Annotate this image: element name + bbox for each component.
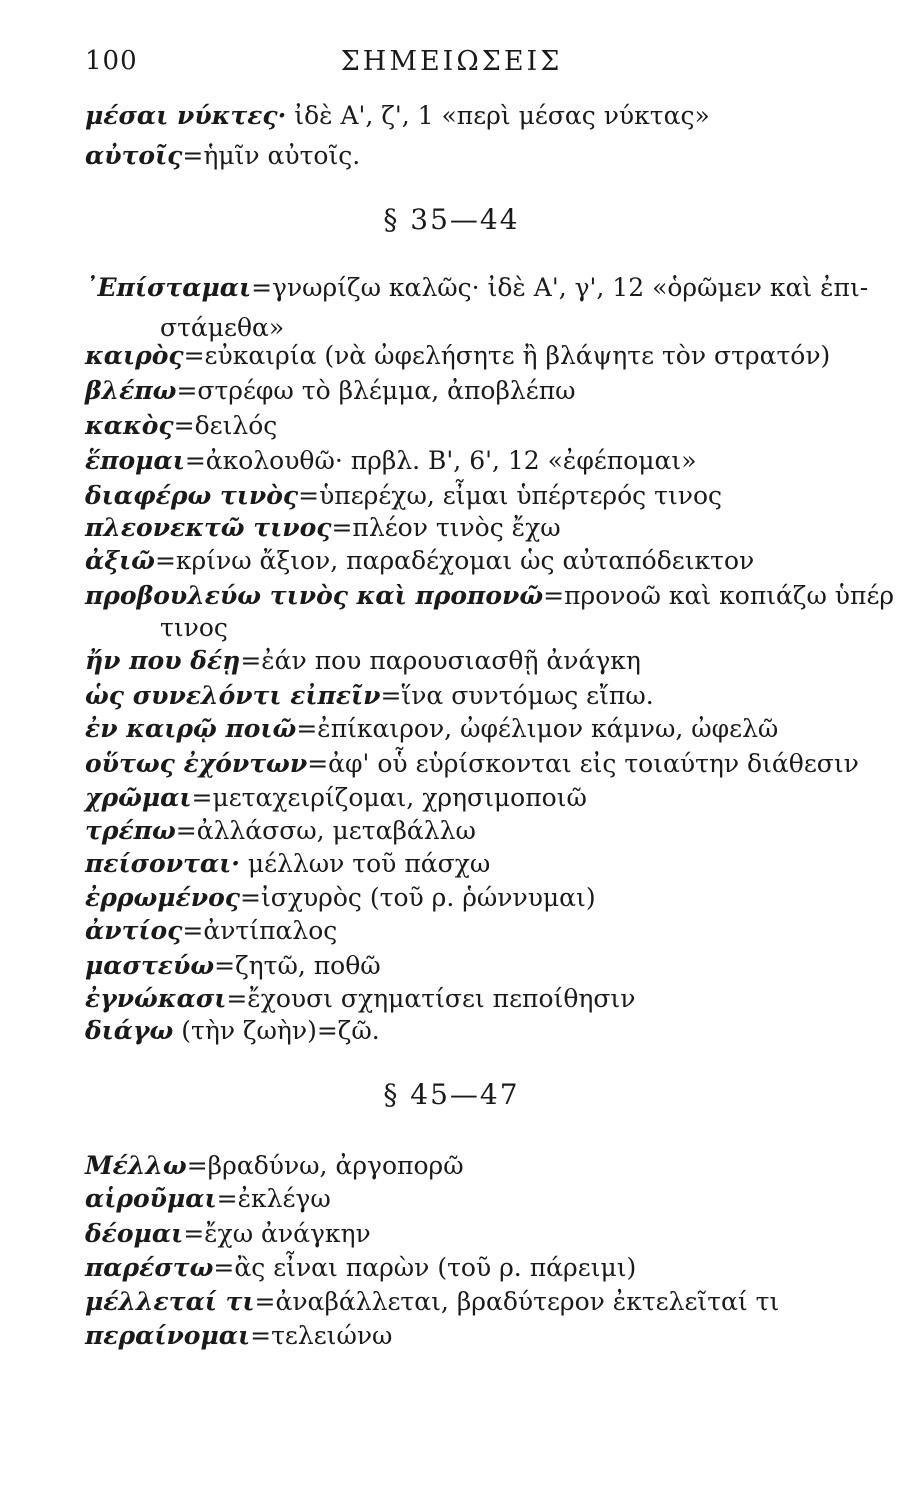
note-gloss: =ἡμῖν αὐτοῖς. xyxy=(182,141,361,170)
note-line xyxy=(85,375,576,407)
note-gloss: =μεταχειρίζομαι, χρησιμοποιῶ xyxy=(191,783,587,812)
note-gloss: =βραδύνω, ἀργοπορῶ xyxy=(186,1151,464,1180)
note-term: ὡς συνελόντι εἰπεῖν xyxy=(85,681,381,710)
note-term: ἀντίος xyxy=(85,916,183,945)
note-line xyxy=(85,1286,779,1318)
page-number: 100 xyxy=(85,46,138,76)
note-gloss: =γνωρίζω καλῶς· ἰδὲ Α', γ', 12 «ὁρῶμεν καὶ ἐπι- xyxy=(251,273,869,302)
note-term: ἐρρωμένος xyxy=(85,883,240,912)
note-gloss: =ἂς εἶναι παρὼν (τοῦ ρ. πάρειμι) xyxy=(213,1253,637,1282)
note-gloss: =ἔχω ἀνάγκην xyxy=(183,1219,371,1248)
note-gloss: ἰδὲ Α', ζ', 1 «περὶ μέσας νύκτας» xyxy=(286,101,710,130)
note-line xyxy=(85,645,641,677)
note-term: κακὸς xyxy=(85,411,174,440)
note-term: ἀξιῶ xyxy=(85,546,155,575)
note-gloss: =στρέφω τὸ βλέμμα, ἀποβλέπω xyxy=(176,376,576,405)
note-term: μέλλεταί τι xyxy=(85,1287,255,1316)
note-line xyxy=(85,480,722,512)
note-term: μαστεύω xyxy=(85,951,215,980)
note-term: δέομαι xyxy=(85,1219,184,1248)
note-line xyxy=(85,983,635,1015)
note-line xyxy=(85,782,587,814)
running-title: ΣΗΜΕΙΩΣΕΙΣ xyxy=(340,46,563,77)
note-gloss: =ὑπερέχω, εἶμαι ὑπέρτερός τινος xyxy=(298,481,723,510)
note-term: Μέλλω xyxy=(85,1151,187,1180)
note-term: τρέπω xyxy=(85,816,176,845)
note-gloss: =ἀναβάλλεται, βραδύτερον ἐκτελεῖταί τι xyxy=(254,1287,780,1316)
note-line xyxy=(85,140,360,172)
note-gloss: =κρίνω ἄξιον, παραδέχομαι ὡς αὐταπόδεικτον xyxy=(154,546,755,575)
note-term: αἱροῦμαι xyxy=(85,1184,217,1213)
note-line xyxy=(85,713,778,745)
note-line xyxy=(85,915,337,947)
note-line xyxy=(85,512,561,544)
note-term: αὐτοῖς xyxy=(85,141,183,170)
note-line xyxy=(85,1150,464,1182)
note-line xyxy=(85,1015,380,1047)
note-line xyxy=(85,815,476,847)
note-term: διαφέρω τινὸς xyxy=(85,481,299,510)
note-gloss: =ἰσχυρὸς (τοῦ ρ. ῥώννυμαι) xyxy=(240,883,596,912)
note-gloss: =προνοῶ καὶ κοπιάζω ὑπέρ xyxy=(543,581,895,610)
note-gloss: =ἐπίκαιρον, ὠφέλιμον κάμνω, ὠφελῶ xyxy=(296,714,779,743)
note-line xyxy=(85,950,381,982)
note-line xyxy=(85,1252,636,1284)
note-line xyxy=(85,882,596,914)
note-line xyxy=(85,1218,371,1250)
note-term: βλέπω xyxy=(85,376,177,405)
page-header xyxy=(0,46,903,86)
note-line xyxy=(85,680,654,712)
note-line xyxy=(85,410,277,442)
note-term: καιρὸς xyxy=(85,341,184,370)
note-term: χρῶμαι xyxy=(85,783,192,812)
note-line xyxy=(85,1320,392,1352)
note-term: πλεονεκτῶ τινος xyxy=(85,513,332,542)
note-line xyxy=(85,748,859,780)
note-term: ἕπομαι xyxy=(85,446,185,475)
section-heading: § 35—44 xyxy=(383,203,520,236)
note-term: ἐν καιρῷ ποιῶ xyxy=(85,714,297,743)
note-line xyxy=(85,272,868,304)
note-term: οὕτως ἐχόντων xyxy=(85,749,308,778)
note-gloss: τινος xyxy=(160,613,228,642)
note-gloss: =ἐκλέγω xyxy=(216,1184,331,1213)
note-line xyxy=(85,580,894,612)
note-gloss: =ἔχουσι σχηματίσει πεποίθησιν xyxy=(226,984,636,1013)
note-gloss: =ἀκολουθῶ· πρβλ. Β', 6', 12 «ἐφέπομαι» xyxy=(184,446,697,475)
note-gloss: =ζητῶ, ποθῶ xyxy=(214,951,381,980)
note-term: ἤν που δέῃ xyxy=(85,646,241,675)
note-term: διάγω xyxy=(85,1016,174,1045)
note-gloss: (τὴν ζωὴν)=ζῶ. xyxy=(173,1016,380,1045)
note-term: περαίνομαι xyxy=(85,1321,251,1350)
note-term: μέσαι νύκτες· xyxy=(85,101,287,130)
note-gloss: =ἀλλάσσω, μεταβάλλω xyxy=(175,816,476,845)
note-gloss: =τελειώνω xyxy=(250,1321,393,1350)
note-line xyxy=(85,340,830,372)
note-gloss: =πλέον τινὸς ἔχω xyxy=(331,513,561,542)
note-line xyxy=(85,1183,331,1215)
note-gloss: =ἀντίπαλος xyxy=(182,916,338,945)
note-gloss: μέλλων τοῦ πάσχω xyxy=(239,849,491,878)
note-line xyxy=(85,445,697,477)
note-term: ᾿Επίσταμαι xyxy=(85,273,252,302)
note-line xyxy=(85,100,710,132)
note-line-continuation xyxy=(160,612,228,644)
note-line xyxy=(85,545,754,577)
note-term: πείσονται· xyxy=(85,849,240,878)
note-term: προβουλεύω τινὸς καὶ προπονῶ xyxy=(85,581,544,610)
note-term: παρέστω xyxy=(85,1253,214,1282)
note-gloss: =εὐκαιρία (νὰ ὠφελήσητε ἢ βλάψητε τὸν στρατόν) xyxy=(183,341,831,370)
note-line xyxy=(85,848,490,880)
note-gloss: =ἵνα συντόμως εἴπω. xyxy=(380,681,654,710)
note-gloss: =δειλός xyxy=(173,411,278,440)
note-term: ἐγνώκασι xyxy=(85,984,227,1013)
section-heading: § 45—47 xyxy=(383,1078,520,1111)
note-gloss: στάμεθα» xyxy=(160,313,285,342)
note-gloss: =ἐάν που παρουσιασθῇ ἀνάγκη xyxy=(240,646,641,675)
note-gloss: =ἀφ' οὗ εὑρίσκονται εἰς τοιαύτην διάθεσιν xyxy=(307,749,859,778)
